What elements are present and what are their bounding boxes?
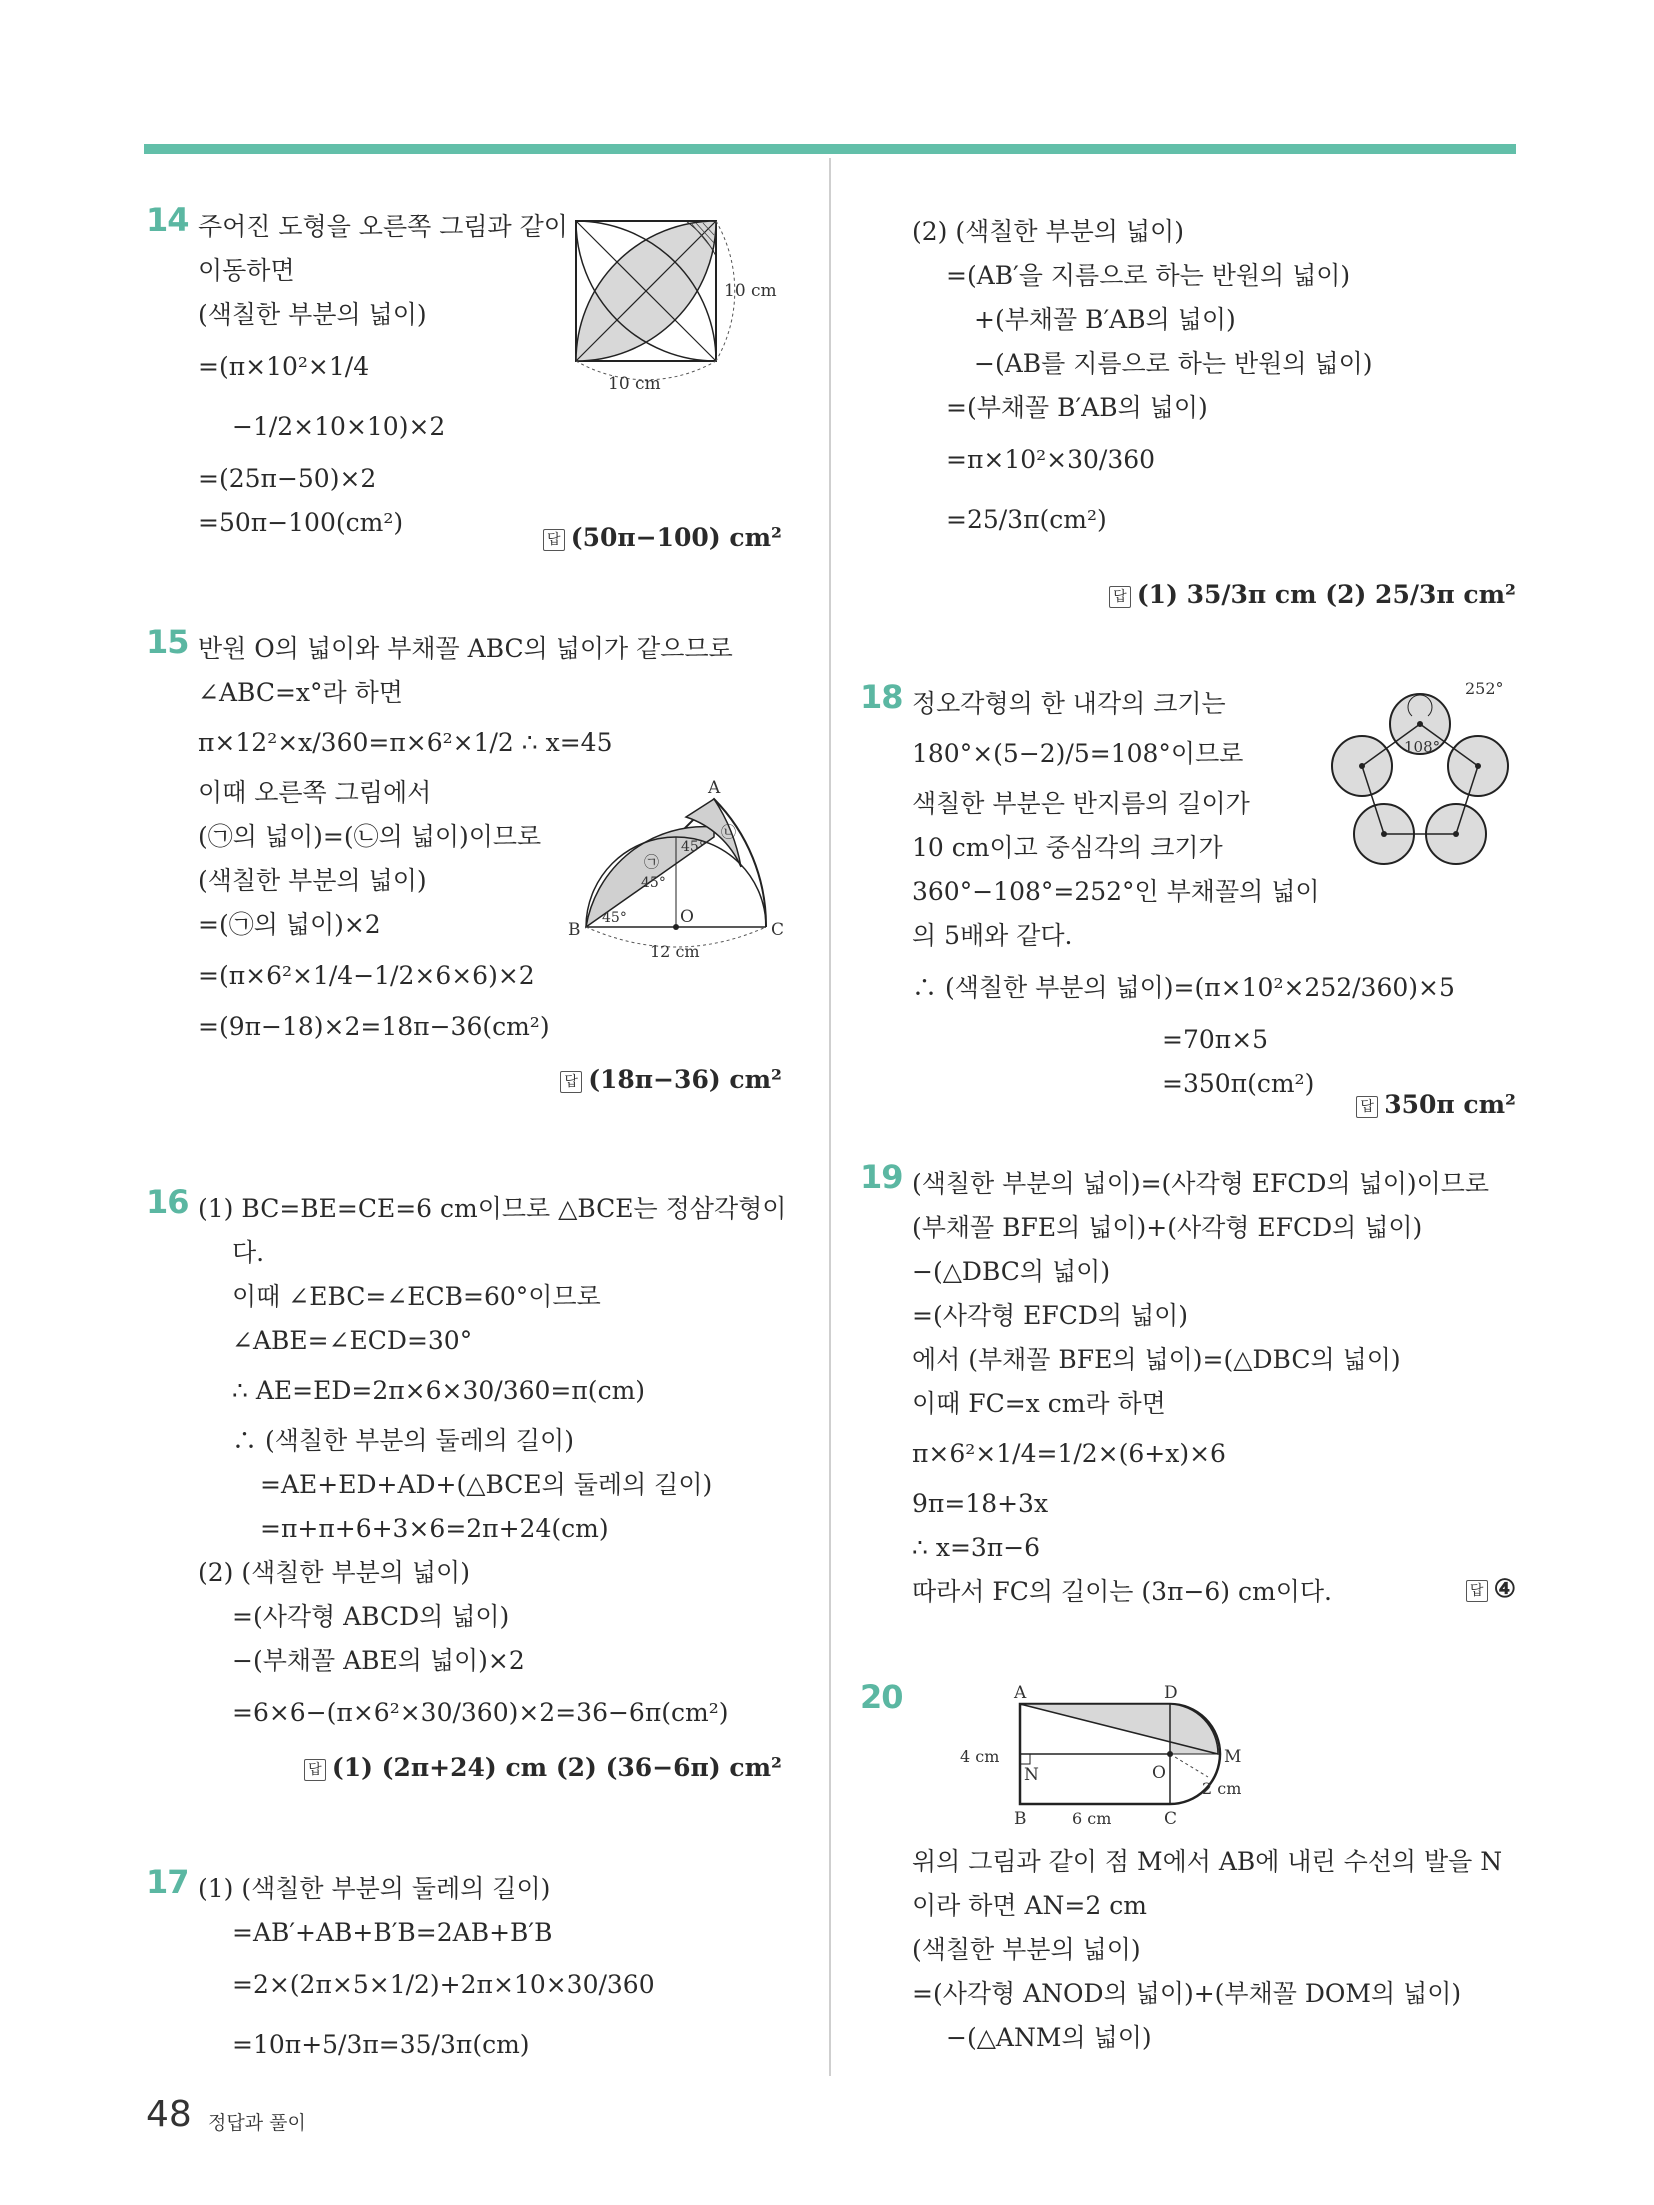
figure-label: 10 cm [724,281,777,301]
figure-label: A [1014,1683,1027,1703]
text-line: =AB′+AB+B′B=2AB+B′B [232,1918,553,1947]
left-column [146,201,787,2075]
figure-label: 252° [1465,679,1504,698]
solution-text [198,1187,786,1743]
text-line: =10π+5/3π=35/3π(cm) [232,2030,530,2059]
answer-icon: 답 [1466,1580,1488,1602]
text-line: 10 cm이고 중심각의 크기가 [912,833,1223,862]
text-line: 에서 (부채꼴 BFE의 넓이)=(△DBC의 넓이) [912,1345,1401,1374]
answer-icon: 답 [1109,586,1131,608]
text-line: =(부채꼴 B′AB의 넓이) [946,393,1208,422]
text-line: −(△DBC의 넓이) [912,1257,1111,1286]
problem-14 [146,201,786,617]
text-line: 이때 FC=x cm라 하면 [912,1389,1166,1418]
problem-number: 20 [860,1678,903,1716]
answer-box [543,523,786,552]
text-line: 이때 ∠EBC=∠ECB=60°이므로 [232,1282,601,1311]
text-line: 의 5배와 같다. [912,921,1073,950]
answer-text: 350π cm² [1384,1090,1516,1119]
figure-label: 6 cm [1072,1809,1112,1828]
figure-18 [1320,672,1520,872]
text-line: (색칠한 부분의 넓이)=(사각형 EFCD의 넓이)이므로 [912,1169,1490,1198]
problem-16 [146,1183,787,1867]
problem-number: 15 [146,623,189,661]
figure-label: 10 cm [608,374,661,394]
solution-text [912,210,1520,550]
solution-text [912,1840,1520,2060]
text-line: (㉠의 넓이)=(㉡의 넓이)이므로 [198,822,542,851]
text-line: =2×(2π×5×1/2)+2π×10×30/360 [232,1970,655,1999]
answer-icon: 답 [560,1071,582,1093]
answer-icon: 답 [1356,1096,1378,1118]
text-line: 이라 하면 AN=2 cm [912,1891,1147,1920]
text-line: ∠ABC=x°라 하면 [198,678,403,707]
problem-number: 19 [860,1158,903,1196]
text-line: =(AB′을 지름으로 하는 반원의 넓이) [946,261,1351,290]
text-line: −(AB를 지름으로 하는 반원의 넓이) [974,349,1373,378]
text-line: −(△ANM의 넓이) [946,2023,1152,2052]
text-line: =(π×10²×1/4 [198,352,370,381]
text-line: =50π−100(cm²) [198,508,404,537]
text-line: 180°×(5−2)/5=108°이므로 [912,739,1244,768]
solution-text [198,1867,786,2075]
text-line: (2) (색칠한 부분의 넓이) [198,1558,470,1587]
text-line: =AE+ED+AD+(△BCE의 둘레의 길이) [260,1470,713,1499]
answer-icon: 답 [304,1759,326,1781]
text-line: −(부채꼴 ABE의 넓이)×2 [232,1646,525,1675]
text-line: =π×10²×30/360 [946,445,1156,474]
answer-text: ④ [1493,1574,1516,1603]
figure-label: 12 cm [650,942,700,961]
text-line: 이때 오른쪽 그림에서 [198,778,432,807]
header-rule [144,144,1516,154]
text-line: 따라서 FC의 길이는 (3π−6) cm이다. [912,1577,1332,1606]
problem-18 [860,678,1520,1162]
answer-box [304,1753,786,1782]
text-line: =(사각형 ABCD의 넓이) [232,1602,510,1631]
text-line: =(π×6²×1/4−1/2×6×6)×2 [198,961,535,990]
text-line: =(㉠의 넓이)×2 [198,910,381,939]
text-line: 9π=18+3x [912,1489,1049,1518]
figure-label: 2 cm [1202,1779,1242,1798]
answer-text: (18π−36) cm² [588,1065,782,1094]
figure-label: O [1152,1763,1166,1783]
text-line: =350π(cm²) [1162,1069,1315,1098]
problem-number: 17 [146,1863,189,1901]
text-line: 반원 O의 넓이와 부채꼴 ABC의 넓이가 같으므로 [198,634,733,663]
problem-19 [860,1158,1520,1662]
problem-number: 14 [146,201,189,239]
figure-label: A [708,778,721,798]
text-line: 다. [232,1238,265,1267]
problem-20 [860,1678,1520,2060]
text-line: ∠ABE=∠ECD=30° [232,1326,473,1355]
text-line: +(부채꼴 B′AB의 넓이) [974,305,1236,334]
text-line: =(25π−50)×2 [198,464,377,493]
text-line: 위의 그림과 같이 점 M에서 AB에 내린 수선의 발을 N [912,1847,1503,1876]
figure-label: B [1014,1809,1027,1829]
text-line: ∴ (색칠한 부분의 둘레의 길이) [232,1426,574,1455]
figure-label: 108° [1404,738,1441,756]
figure-label: C [771,920,785,940]
column-divider [829,158,831,2076]
problem-17-part-2 [860,210,1520,630]
text-line: π×6²×1/4=1/2×(6+x)×6 [912,1439,1226,1468]
figure-20 [940,1682,1300,1832]
solution-text [912,1162,1520,1614]
right-column [860,210,1520,2060]
figure-label: M [1224,1747,1242,1767]
text-line: =25/3π(cm²) [946,505,1107,534]
answer-text: (1) 35/3π cm (2) 25/3π cm² [1136,580,1516,609]
figure-label: O [680,907,694,927]
problem-17 [146,1863,786,2075]
text-line: 이동하면 [198,256,295,285]
answer-icon: 답 [543,529,565,551]
text-line: (1) BC=BE=CE=6 cm이므로 △BCE는 정삼각형이 [198,1194,787,1223]
answer-box [1356,1090,1520,1119]
text-line: =(9π−18)×2=18π−36(cm²) [198,1012,550,1041]
text-line: 360°−108°=252°인 부채꼴의 넓이 [912,877,1320,906]
figure-14 [566,211,786,411]
figure-label: C [1164,1809,1178,1829]
answer-text: (50π−100) cm² [570,523,782,552]
text-line: ∴ x=3π−6 [912,1533,1041,1562]
text-line: =70π×5 [1162,1025,1269,1054]
answer-box [560,1065,786,1094]
text-line: =6×6−(π×6²×30/360)×2=36−6π(cm²) [232,1698,729,1727]
page-label: 정답과 풀이 [208,2112,306,2134]
text-line: ∴ AE=ED=2π×6×30/360=π(cm) [232,1376,646,1405]
figure-15 [566,777,806,967]
figure-label: D [1164,1683,1178,1703]
text-line: =(사각형 ANOD의 넓이)+(부채꼴 DOM의 넓이) [912,1979,1462,2008]
page-number: 48 [146,2094,192,2135]
text-line: (2) (색칠한 부분의 넓이) [912,217,1184,246]
text-line: (부채꼴 BFE의 넓이)+(사각형 EFCD의 넓이) [912,1213,1423,1242]
text-line: π×12²×x/360=π×6²×1/2 ∴ x=45 [198,728,613,757]
text-line: 주어진 도형을 오른쪽 그림과 같이 [198,212,568,241]
figure-label: 4 cm [960,1747,1000,1766]
text-line: =π+π+6+3×6=2π+24(cm) [260,1514,609,1543]
text-line: −1/2×10×10)×2 [232,412,446,441]
text-line: ∴ (색칠한 부분의 넓이)=(π×10²×252/360)×5 [912,973,1455,1002]
figure-label: ㉠ [644,853,660,871]
problem-number: 16 [146,1183,189,1221]
problem-number: 18 [860,678,903,716]
text-line: 정오각형의 한 내각의 크기는 [912,689,1226,718]
text-line: (색칠한 부분의 넓이) [198,866,427,895]
text-line: (1) (색칠한 부분의 둘레의 길이) [198,1874,551,1903]
answer-box [1109,580,1520,609]
figure-label: 45° [641,875,666,891]
problem-15 [146,623,786,1185]
answer-box [1466,1574,1520,1603]
text-line: (색칠한 부분의 넓이) [198,300,427,329]
text-line: =(사각형 EFCD의 넓이) [912,1301,1189,1330]
figure-label: B [568,920,581,940]
figure-label: ㉡ [721,823,737,841]
figure-label: 45° [681,839,706,855]
figure-label: 45° [602,910,627,926]
answer-text: (1) (2π+24) cm (2) (36−6π) cm² [331,1753,782,1782]
figure-label: N [1024,1765,1039,1785]
text-line: (색칠한 부분의 넓이) [912,1935,1141,1964]
text-line: 색칠한 부분은 반지름의 길이가 [912,789,1250,818]
